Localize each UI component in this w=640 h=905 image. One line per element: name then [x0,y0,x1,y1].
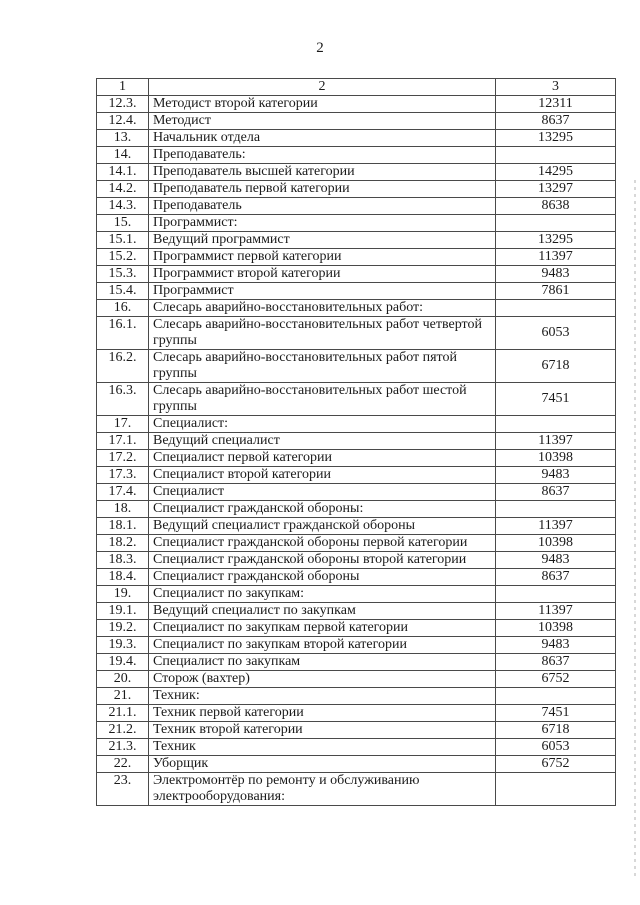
salary-value-cell [496,688,616,705]
row-number-cell: 19.4. [97,654,149,671]
position-name-cell: Преподаватель высшей категории [149,164,496,181]
salary-value-cell: 13295 [496,130,616,147]
table-row [97,350,616,383]
salary-value-cell: 7451 [496,383,616,416]
salary-value-cell: 9483 [496,266,616,283]
salary-value-cell: 9483 [496,637,616,654]
row-number-cell: 16.1. [97,317,149,350]
table-row [97,383,616,416]
position-name-cell: Специалист второй категории [149,467,496,484]
row-number-cell: 23. [97,773,149,806]
position-name-cell: Специалист [149,484,496,501]
row-number-cell: 21.3. [97,739,149,756]
row-number-cell: 17.1. [97,433,149,450]
row-number-cell: 18.2. [97,535,149,552]
row-number-cell: 15.1. [97,232,149,249]
row-number-cell: 13. [97,130,149,147]
table-row [97,739,616,756]
salary-value-cell: 11397 [496,518,616,535]
table-row [97,198,616,215]
table-body [97,79,616,806]
table-row [97,552,616,569]
salary-value-cell [496,416,616,433]
position-name-cell: Специалист гражданской обороны: [149,501,496,518]
table-row [97,283,616,300]
row-number-cell: 21. [97,688,149,705]
position-name-cell: Ведущий специалист гражданской обороны [149,518,496,535]
position-name-cell: Методист второй категории [149,96,496,113]
table-row [97,164,616,181]
row-number-cell: 17.2. [97,450,149,467]
row-number-cell: 12.3. [97,96,149,113]
row-number-cell: 19.1. [97,603,149,620]
salary-value-cell: 12311 [496,96,616,113]
salary-value-cell: 14295 [496,164,616,181]
table-row [97,467,616,484]
salary-value-cell: 8637 [496,654,616,671]
salary-value-cell: 10398 [496,620,616,637]
salary-value-cell [496,501,616,518]
row-number-cell: 16. [97,300,149,317]
position-name-cell: Ведущий специалист по закупкам [149,603,496,620]
position-name-cell: Специалист по закупкам второй категории [149,637,496,654]
row-number-cell: 17.3. [97,467,149,484]
position-name-cell: Специалист гражданской обороны второй категории [149,552,496,569]
row-number-cell: 17. [97,416,149,433]
table-row [97,722,616,739]
position-name-cell: Техник второй категории [149,722,496,739]
table-row [97,416,616,433]
position-name-cell: Слесарь аварийно-восстановительных работ пятой группы [149,350,496,383]
salary-value-cell: 11397 [496,603,616,620]
position-name-cell: Программист первой категории [149,249,496,266]
salary-value-cell [496,586,616,603]
table-row [97,705,616,722]
row-number-cell: 22. [97,756,149,773]
position-name-cell: Программист: [149,215,496,232]
table-row [97,484,616,501]
table-row [97,215,616,232]
position-name-cell: Специалист по закупкам [149,654,496,671]
table-row [97,433,616,450]
table-row [97,266,616,283]
position-name-cell: Специалист: [149,416,496,433]
row-number-cell: 21.1. [97,705,149,722]
table-row [97,113,616,130]
table-row [97,130,616,147]
header-col-2: 2 [149,79,496,96]
salary-value-cell: 11397 [496,433,616,450]
row-number-cell: 15.4. [97,283,149,300]
salary-value-cell: 13297 [496,181,616,198]
salary-value-cell: 7451 [496,705,616,722]
salary-value-cell: 11397 [496,249,616,266]
salary-value-cell: 9483 [496,552,616,569]
row-number-cell: 19.2. [97,620,149,637]
row-number-cell: 19. [97,586,149,603]
position-name-cell: Специалист первой категории [149,450,496,467]
position-name-cell: Ведущий специалист [149,433,496,450]
row-number-cell: 20. [97,671,149,688]
salary-value-cell: 6053 [496,317,616,350]
position-name-cell: Методист [149,113,496,130]
table-row [97,96,616,113]
salary-value-cell: 8637 [496,484,616,501]
position-name-cell: Техник [149,739,496,756]
table-row [97,518,616,535]
salary-value-cell: 6718 [496,722,616,739]
salary-value-cell [496,147,616,164]
position-name-cell: Преподаватель первой категории [149,181,496,198]
salary-value-cell: 6053 [496,739,616,756]
salary-value-cell [496,215,616,232]
header-col-3: 3 [496,79,616,96]
salary-value-cell: 6752 [496,756,616,773]
table-row [97,450,616,467]
row-number-cell: 18.3. [97,552,149,569]
header-col-1: 1 [97,79,149,96]
table-row [97,232,616,249]
salary-value-cell: 7861 [496,283,616,300]
salary-value-cell: 13295 [496,232,616,249]
row-number-cell: 19.3. [97,637,149,654]
table-row [97,181,616,198]
position-name-cell: Слесарь аварийно-восстановительных работ шестой группы [149,383,496,416]
salary-table [96,78,616,806]
position-name-cell: Слесарь аварийно-восстановительных работ: [149,300,496,317]
salary-value-cell: 9483 [496,467,616,484]
row-number-cell: 15.3. [97,266,149,283]
salary-value-cell: 10398 [496,450,616,467]
salary-value-cell [496,300,616,317]
position-name-cell: Техник первой категории [149,705,496,722]
row-number-cell: 18. [97,501,149,518]
row-number-cell: 18.1. [97,518,149,535]
table-row [97,569,616,586]
salary-value-cell: 6718 [496,350,616,383]
row-number-cell: 14.1. [97,164,149,181]
page-number: 2 [316,40,324,56]
table-row [97,317,616,350]
row-number-cell: 16.3. [97,383,149,416]
position-name-cell: Специалист гражданской обороны первой категории [149,535,496,552]
table-row [97,756,616,773]
position-name-cell: Начальник отдела [149,130,496,147]
table-row [97,147,616,164]
position-name-cell: Специалист по закупкам первой категории [149,620,496,637]
position-name-cell: Программист второй категории [149,266,496,283]
table-row [97,300,616,317]
table-row [97,773,616,806]
row-number-cell: 14.2. [97,181,149,198]
table-row [97,249,616,266]
row-number-cell: 14. [97,147,149,164]
position-name-cell: Преподаватель [149,198,496,215]
row-number-cell: 14.3. [97,198,149,215]
table-row [97,688,616,705]
position-name-cell: Сторож (вахтер) [149,671,496,688]
row-number-cell: 15. [97,215,149,232]
row-number-cell: 18.4. [97,569,149,586]
salary-value-cell: 8637 [496,569,616,586]
row-number-cell: 17.4. [97,484,149,501]
position-name-cell: Слесарь аварийно-восстановительных работ четвертой группы [149,317,496,350]
table-header-row [97,79,616,96]
row-number-cell: 12.4. [97,113,149,130]
position-name-cell: Ведущий программист [149,232,496,249]
row-number-cell: 21.2. [97,722,149,739]
position-name-cell: Электромонтёр по ремонту и обслуживанию электрооборудования: [149,773,496,806]
salary-value-cell: 10398 [496,535,616,552]
row-number-cell: 16.2. [97,350,149,383]
table-row [97,603,616,620]
salary-value-cell: 8638 [496,198,616,215]
table-row [97,586,616,603]
table-row [97,501,616,518]
position-name-cell: Преподаватель: [149,147,496,164]
position-name-cell: Техник: [149,688,496,705]
row-number-cell: 15.2. [97,249,149,266]
table-row [97,671,616,688]
position-name-cell: Программист [149,283,496,300]
position-name-cell: Специалист гражданской обороны [149,569,496,586]
table-row [97,620,616,637]
scan-edge-artifact [634,180,636,880]
salary-value-cell: 6752 [496,671,616,688]
salary-value-cell: 8637 [496,113,616,130]
position-name-cell: Специалист по закупкам: [149,586,496,603]
position-name-cell: Уборщик [149,756,496,773]
table-row [97,637,616,654]
salary-value-cell [496,773,616,806]
table-row [97,535,616,552]
table-row [97,654,616,671]
